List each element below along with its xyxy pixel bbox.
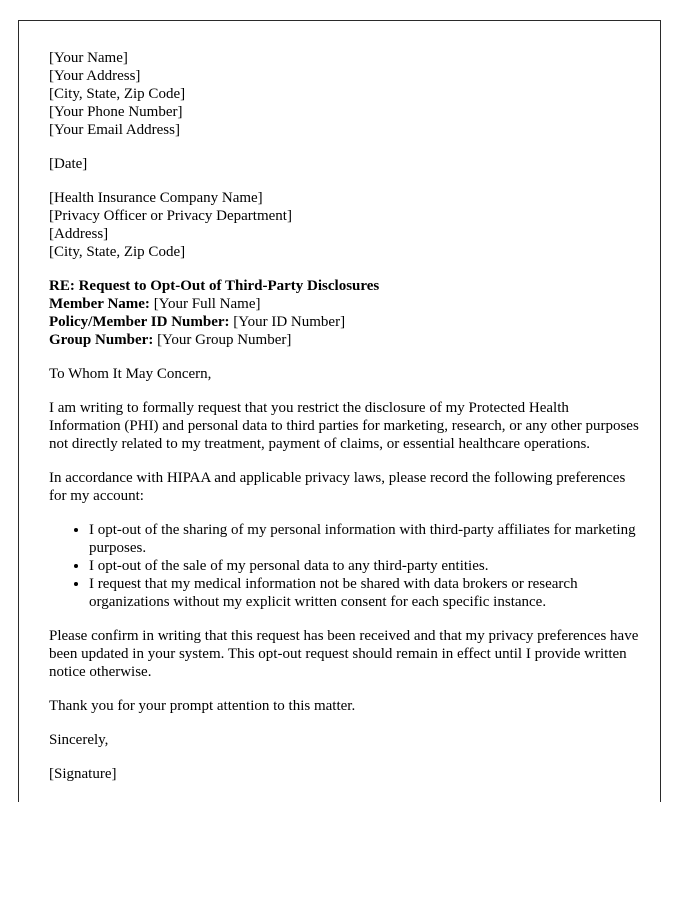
policy-id-label: Policy/Member ID Number: [49, 314, 230, 330]
member-name-line [49, 295, 630, 313]
sender-email: [Your Email Address] [49, 122, 180, 138]
member-name-value: [Your Full Name] [149, 296, 261, 312]
recipient-department: [Privacy Officer or Privacy Department] [49, 208, 292, 224]
group-number-value: [Your Group Number] [153, 332, 292, 348]
body-paragraph-2: In accordance with HIPAA and applicable privacy laws, please record the following preferences for my account: [49, 470, 626, 504]
preferences-list [49, 521, 639, 611]
group-number-label: Group Number: [49, 332, 154, 348]
group-number-line [49, 331, 630, 349]
policy-id-line [49, 313, 630, 331]
sender-address: [Your Address] [49, 68, 141, 84]
letter-date: [Date] [49, 156, 88, 172]
sender-city-state-zip: [City, State, Zip Code] [49, 86, 186, 102]
preference-item: • I opt-out of the sale of my personal data to any third-party entities. [89, 557, 639, 575]
body-paragraph-3: Please confirm in writing that this request has been received and that my privacy preferences have been updated in your system. This opt-out request should remain in effect until I provide written notice otherwise. [49, 628, 639, 680]
sender-name: [Your Name] [49, 50, 128, 66]
member-name-label: Member Name: [49, 296, 150, 312]
reference-block [49, 277, 630, 349]
salutation: To Whom It May Concern, [49, 366, 212, 382]
policy-id-value: [Your ID Number] [229, 314, 346, 330]
recipient-address: [Address] [49, 226, 109, 242]
sender-phone: [Your Phone Number] [49, 104, 183, 120]
recipient-city-state-zip: [City, State, Zip Code] [49, 244, 186, 260]
sender-block [49, 49, 630, 139]
letter-page [18, 20, 661, 802]
recipient-company: [Health Insurance Company Name] [49, 190, 263, 206]
subject-line [49, 277, 630, 295]
closing: Sincerely, [49, 732, 109, 748]
signature-placeholder: [Signature] [49, 766, 117, 782]
body-paragraph-1: I am writing to formally request that you restrict the disclosure of my Protected Health Information (PHI) and personal data to third parties for marketing, research, or any other purposes not directly related to my treatment, payment of claims, or essential healthcare operations. [49, 400, 639, 452]
subject-text: RE: Request to Opt-Out of Third-Party Disclosures [49, 278, 380, 294]
preference-item: • I opt-out of the sharing of my personal information with third-party affiliates for marketing purposes. [89, 521, 639, 557]
date-block [49, 155, 630, 173]
body-paragraph-4: Thank you for your prompt attention to this matter. [49, 698, 356, 714]
preference-item: • I request that my medical information not be shared with data brokers or research organizations without my explicit written consent for each specific instance. [89, 575, 639, 611]
recipient-block [49, 189, 630, 261]
